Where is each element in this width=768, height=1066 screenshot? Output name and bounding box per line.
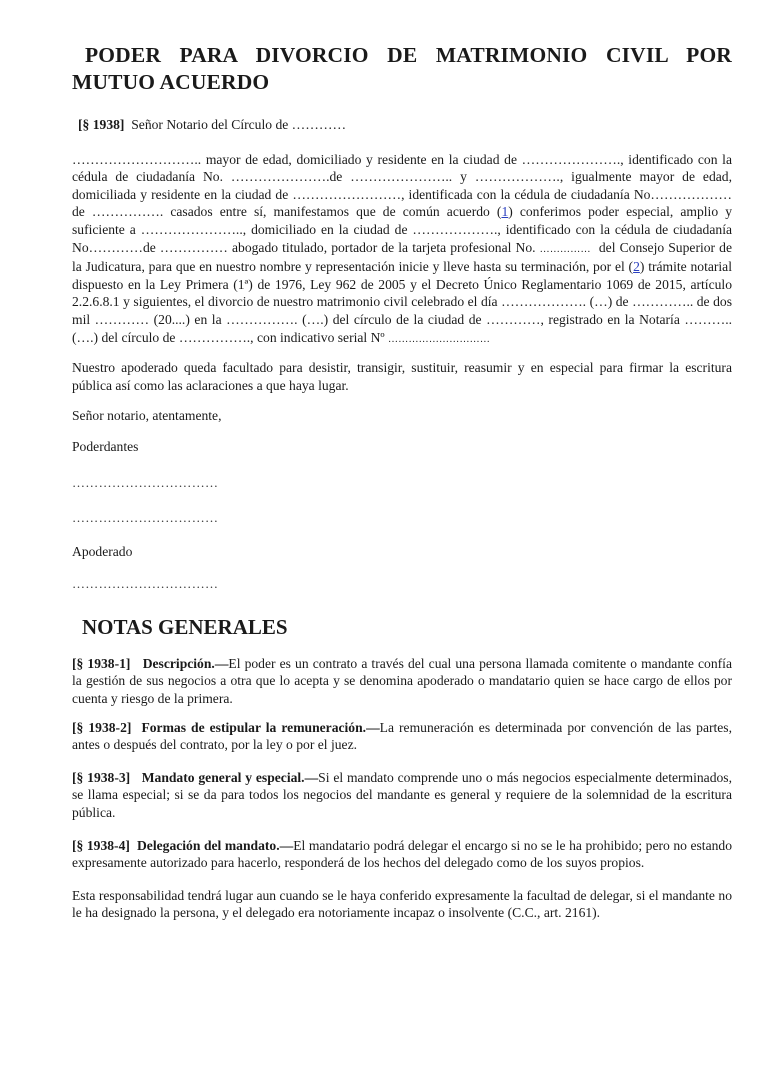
note-heading: Formas de estipular la remuneración.— [141,719,380,735]
apoderado-label: Apoderado [72,543,133,559]
note-text: Si el mandato comprende uno o más negocios especialmente determinados, se llama especial; si se da para todos los negocios del mandante es general y requiere de la solemnidad de la escritura pública. [72,769,732,821]
note-heading: Descripción.— [142,655,229,671]
intro-line [72,116,732,134]
body-text-c: …………… [539,243,591,255]
signature-line: …………………………… [72,474,219,490]
note-heading: Delegación del mandato.— [136,837,294,853]
note-item [72,837,732,872]
body-text-d: del Consejo Superior de la Judicatura, para que en nuestro nombre y representación inicie y lleve hasta su terminación, por el ( [72,239,733,275]
note-text: El mandatario podrá delegar el encargo si no se le ha prohibido; pero no estando expresamente autorizado para hacerlo, responderá de los hechos del delegado como de los suyos propios. [72,837,732,871]
note-section: [§ 1938-3] [72,769,131,785]
body-text-f: ………………………… [388,333,491,345]
note-section: [§ 1938-2] [72,719,132,735]
footnote-link-1[interactable]: 1 [501,204,509,220]
faculties-paragraph: Nuestro apoderado queda facultado para desistir, transigir, sustituir, reasumir y en especial para firmar la escritura pública así como las aclaraciones a que haya lugar. [72,360,732,393]
body-text-e: ) trámite notarial dispuesto en la Ley Primera (1ª) de 1976, Ley 962 de 2005 y el Decreto Único Reglamentario 1069 de 2015, artículo 2.2.6.8.1 y siguientes, el divorcio de nuestro matrimonio civil celebrado el día ………………. (…) de ………….. de dos mil ………… (20....) en la ……………. (….) del círculo de la ciudad de …………, registrado en la Notaría ……….. (….) del círculo de ……………., con indicativo serial Nº [72,259,732,345]
power-of-attorney-paragraph [72,151,732,349]
final-paragraph: Esta responsabilidad tendrá lugar aun cuando se le haya conferido expresamente la facultad de delegar, si el mandante no le ha designado la persona, y el delegado era notoriamente incapaz o insolvente (C.C., art. 2161). [72,887,732,921]
signature-line: …………………………… [72,510,219,526]
note-text: La remuneración es determinada por convención de las partes, antes o después del contrato, por la ley o por el juez. [72,719,732,753]
note-text: El poder es un contrato a través del cual una persona llamada comitente o mandante confía la gestión de sus negocios a otra que lo acepta y se denomina apoderado o mandatario quien se hace cargo de ellos por cuenta y riesgo de la primera. [72,655,732,707]
salutation: Señor notario, atentamente, [72,408,222,424]
note-section: [§ 1938-1] [72,655,131,671]
document-page [0,42,768,1066]
intro-text: Señor Notario del Círculo de ………… [131,117,347,132]
notes-heading: NOTAS GENERALES [82,614,288,639]
note-item [72,655,732,708]
signature-line: …………………………… [72,576,219,592]
body-text-b: ) conferimos poder especial, amplio y suficiente a ………………….., domiciliado en la ciudad de ………………., identificado con la cédula de ciudadanía No…………de …………… abogado titulado, portador de la tarjeta profesional No. [72,204,732,255]
note-item [72,719,732,754]
note-item [72,769,732,822]
note-section: [§ 1938-4] [72,837,130,853]
body-text-a: ……………………….. mayor de edad, domiciliado y residente en la ciudad de …………………., identificado con la cédula de ciudadanía No. ………………….de ………………….. y ………………., igualmente mayor de edad, domiciliada y residente en la ciudad de ……………………, identificada con la cédula de ciudadanía No……………… de ……………. casados entre sí, manifestamos que de común acuerdo ( [72,151,732,220]
document-title [72,42,732,96]
document-title-text: PODER PARA DIVORCIO DE MATRIMONIO CIVIL POR MUTUO ACUERDO [72,43,732,94]
note-heading: Mandato general y especial.— [141,769,319,785]
footnote-link-2[interactable]: 2 [633,259,640,275]
intro-section-number: [§ 1938] [78,117,125,132]
poderdantes-label: Poderdantes [72,438,139,454]
